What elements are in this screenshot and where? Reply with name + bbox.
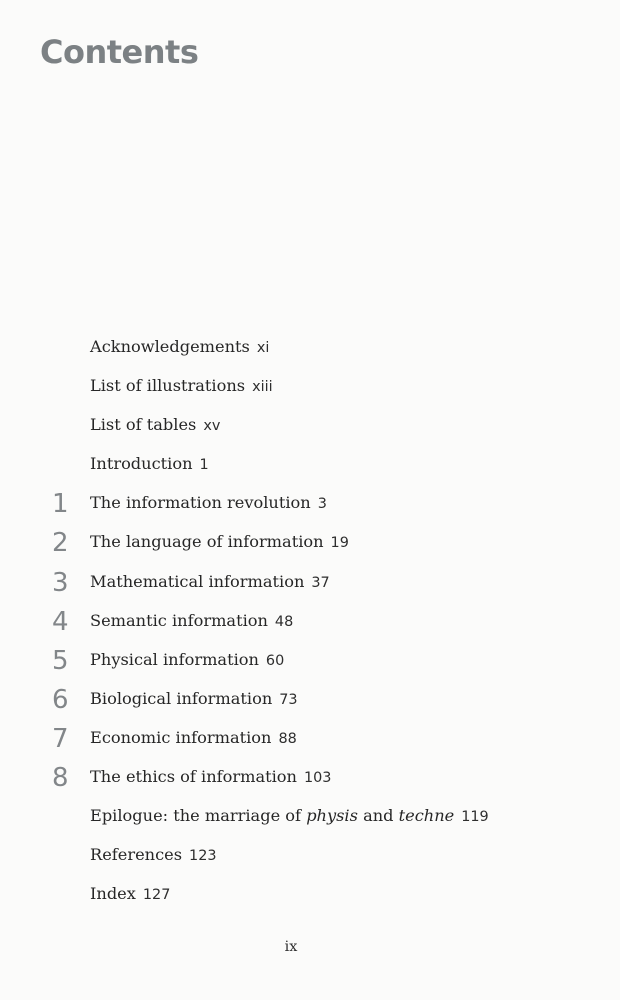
- entry-page-number: 127: [142, 887, 171, 904]
- toc-entry-introduction[interactable]: [0, 449, 620, 488]
- entry-page-number: 123: [189, 848, 217, 865]
- entry-page-number: xiii: [252, 379, 273, 396]
- page-title: Contents: [40, 33, 199, 71]
- chapter-number: 2: [52, 528, 69, 559]
- toc-entry-list-of-tables[interactable]: [0, 410, 620, 449]
- entry-page-number: 60: [265, 652, 285, 669]
- entry-title: List of tables: [90, 415, 197, 435]
- chapter-number: 3: [52, 567, 69, 598]
- chapter-number: 4: [52, 606, 69, 637]
- entry-page-number: 3: [317, 496, 327, 513]
- entry-page-number: 73: [279, 691, 298, 708]
- entry-page-number: 48: [274, 613, 294, 630]
- entry-title: References: [90, 845, 183, 865]
- entry-title-emphasis: techne: [398, 806, 455, 826]
- entry-title: Introduction: [90, 454, 193, 474]
- toc-entry-chapter-4[interactable]: [0, 606, 620, 645]
- entry-title-text: and: [357, 806, 399, 826]
- entry-title: Mathematical information: [90, 571, 305, 591]
- toc-entry-chapter-3[interactable]: [0, 567, 620, 606]
- entry-title: Index: [90, 884, 136, 904]
- page-folio: ix: [284, 939, 298, 955]
- toc-entry-acknowledgements[interactable]: [0, 332, 620, 371]
- entry-title: Acknowledgements: [90, 337, 250, 356]
- toc-entry-chapter-7[interactable]: [0, 723, 620, 762]
- chapter-number: 8: [52, 763, 69, 794]
- entry-title: Semantic information: [90, 610, 268, 630]
- entry-page-number: xi: [256, 340, 270, 356]
- entry-title-emphasis: physis: [306, 806, 358, 826]
- toc-entry-references[interactable]: [0, 840, 620, 879]
- table-of-contents: [0, 332, 620, 918]
- entry-title: List of illustrations: [90, 376, 246, 396]
- toc-entry-chapter-2[interactable]: [0, 527, 620, 566]
- toc-entry-list-of-illustrations[interactable]: [0, 371, 620, 410]
- chapter-number: 6: [52, 684, 69, 715]
- entry-page-number: 1: [199, 457, 209, 474]
- entry-title: Physical information: [90, 649, 259, 669]
- entry-title: Economic information: [90, 727, 272, 747]
- entry-title: [90, 806, 454, 825]
- chapter-number: 5: [52, 645, 69, 676]
- chapter-number: 7: [52, 723, 69, 754]
- toc-entry-index[interactable]: [0, 879, 620, 918]
- entry-title-text: Epilogue: the marriage of: [90, 806, 307, 826]
- toc-entry-epilogue[interactable]: [0, 801, 620, 840]
- entry-page-number: 19: [330, 535, 349, 552]
- entry-title: The language of information: [90, 532, 324, 552]
- entry-title: The information revolution: [90, 493, 311, 513]
- toc-entry-chapter-1[interactable]: [0, 488, 620, 527]
- entry-title: Biological information: [90, 688, 273, 708]
- chapter-number: 1: [52, 489, 69, 520]
- toc-entry-chapter-8[interactable]: [0, 762, 620, 801]
- entry-title: The ethics of information: [90, 767, 297, 787]
- entry-page-number: 119: [461, 809, 489, 826]
- entry-page-number: 103: [303, 770, 332, 787]
- entry-page-number: xv: [203, 418, 221, 435]
- entry-page-number: 37: [311, 574, 330, 591]
- entry-page-number: 88: [278, 730, 297, 747]
- toc-entry-chapter-6[interactable]: [0, 684, 620, 723]
- toc-entry-chapter-5[interactable]: [0, 645, 620, 684]
